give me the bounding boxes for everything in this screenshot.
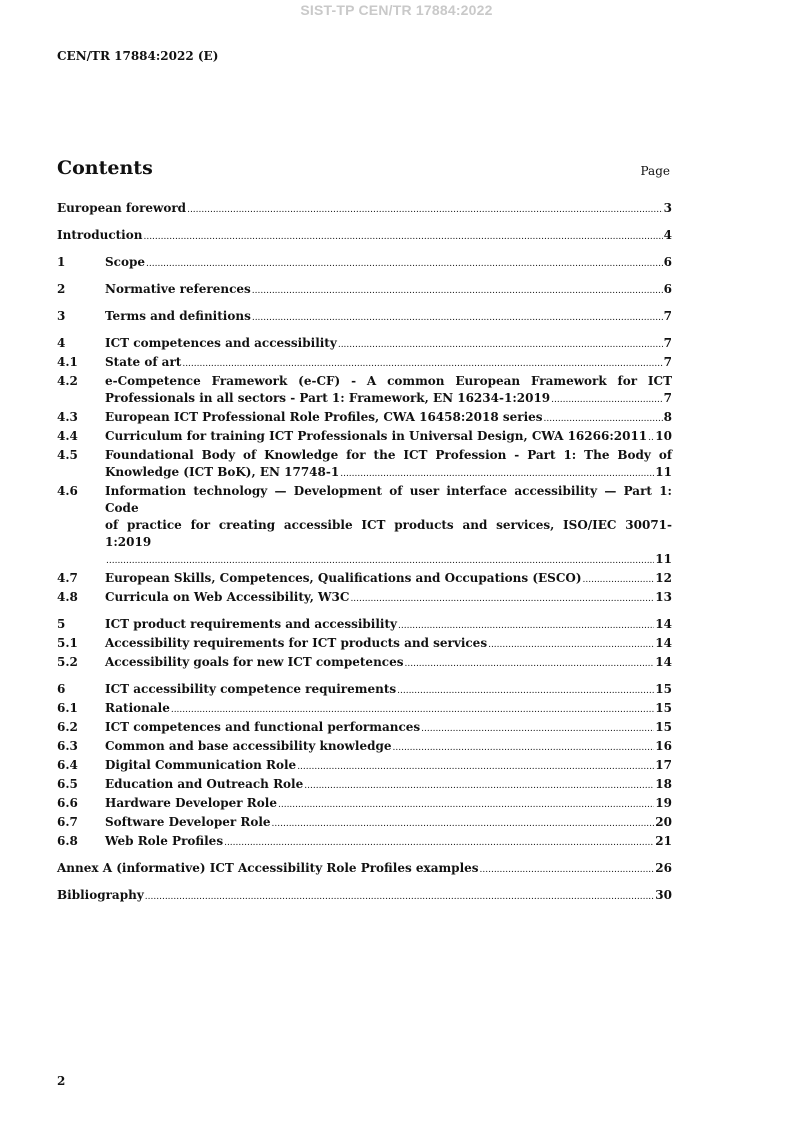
table-of-contents [57,200,672,906]
toc-entry-title: Accessibility requirements for ICT products and services [105,636,488,650]
toc-entry-page: 15 [655,720,672,734]
toc-entry-page: 17 [655,758,672,772]
dot-leader [272,814,655,833]
dot-leader [544,409,663,428]
toc-entry-page: 6 [663,255,672,269]
toc-entry-number: 6.2 [57,720,78,734]
toc-entry-title: Software Developer Role [105,815,271,829]
toc-entry-number: 4.7 [57,571,78,585]
toc-entry-title: European ICT Professional Role Profiles, CWA 16458:2018 series [105,410,543,424]
toc-entry-number: 3 [57,309,66,323]
toc-entry[interactable] [57,738,672,757]
toc-entry-title: Scope [105,255,146,269]
watermark: SIST-TP CEN/TR 17884:2022 [300,2,493,18]
toc-entry-title-line: Foundational Body of Knowledge for the ICT Profession - Part 1: The Body of [105,448,672,462]
toc-entry-title-line: e-Competence Framework (e-CF) - A common European Framework for ICT [105,374,672,388]
toc-entry-title: Curriculum for training ICT Professionals in Universal Design, CWA 16266:2011 [105,429,648,443]
toc-entry[interactable] [57,308,672,327]
dot-leader [480,860,655,879]
toc-entry[interactable] [57,335,672,354]
toc-entry-title: Web Role Profiles [105,834,224,848]
toc-entry-number: 4.6 [57,484,78,498]
toc-entry[interactable] [57,354,672,373]
toc-entry-number: 6.3 [57,739,78,753]
toc-entry-page: 6 [663,282,672,296]
toc-entry[interactable] [57,719,672,738]
toc-entry-number: 6 [57,682,66,696]
toc-entry[interactable] [57,635,672,654]
toc-entry[interactable] [57,227,672,246]
dot-leader [338,335,663,354]
page-column-label: Page [640,164,670,178]
toc-entry-number: 4 [57,336,66,350]
toc-entry[interactable] [57,681,672,700]
dot-leader [398,616,654,635]
toc-entry-page: 15 [655,701,672,715]
toc-entry[interactable] [57,483,672,570]
toc-entry-title: Rationale [105,701,170,715]
dot-leader [182,354,662,373]
toc-entry-page: 16 [655,739,672,753]
toc-entry-page: 3 [663,201,672,215]
dot-leader [252,308,663,327]
toc-entry-page: 21 [655,834,672,848]
toc-entry[interactable] [57,409,672,428]
dot-leader [171,700,654,719]
toc-entry-page: 4 [663,228,672,242]
toc-entry-page: 13 [655,590,672,604]
toc-entry-title: Curricula on Web Accessibility, W3C [105,590,350,604]
toc-entry[interactable] [57,373,672,409]
toc-entry-title: Knowledge (ICT BoK), EN 17748-1 [105,465,340,479]
toc-entry-number: 4.4 [57,429,78,443]
toc-entry[interactable] [57,887,672,906]
toc-entry[interactable] [57,616,672,635]
toc-entry-title: European Skills, Competences, Qualifications and Occupations (ESCO) [105,571,582,585]
toc-entry-title: European foreword [57,201,187,215]
toc-entry-number: 4.3 [57,410,78,424]
document-identifier: CEN/TR 17884:2022 (E) [57,49,219,63]
dot-leader [397,681,654,700]
dot-leader [146,254,663,273]
toc-entry-title: Introduction [57,228,143,242]
dot-leader [350,589,654,608]
toc-entry[interactable] [57,428,672,447]
toc-entry[interactable] [57,447,672,483]
toc-entry[interactable] [57,833,672,852]
toc-entry-page: 30 [655,888,672,902]
toc-entry-page: 15 [655,682,672,696]
toc-entry-title: Annex A (informative) ICT Accessibility Role Profiles examples [57,861,479,875]
dot-leader [304,776,654,795]
toc-entry-title: Professionals in all sectors - Part 1: Framework, EN 16234-1:2019 [105,391,551,405]
toc-entry-number: 1 [57,255,66,269]
toc-entry-title: Normative references [105,282,251,296]
toc-entry-page: 14 [655,655,672,669]
toc-entry-page: 20 [655,815,672,829]
dot-leader [551,390,662,409]
contents-heading: Contents [57,157,153,179]
toc-entry-number: 6.8 [57,834,78,848]
dot-leader [648,428,654,447]
dot-leader [488,635,654,654]
toc-entry-page: 19 [655,796,672,810]
toc-entry[interactable] [57,281,672,300]
toc-entry-title: Education and Outreach Role [105,777,304,791]
toc-entry-title-line: Information technology — Development of user interface accessibility — Part 1: Code [105,484,672,515]
toc-entry-title: ICT competences and functional performances [105,720,421,734]
toc-entry-page: 18 [655,777,672,791]
toc-entry-page: 10 [655,429,672,443]
toc-entry-page: 26 [655,861,672,875]
dot-leader [143,227,662,246]
toc-entry[interactable] [57,700,672,719]
toc-entry[interactable] [57,795,672,814]
toc-entry-title: ICT accessibility competence requirements [105,682,397,696]
toc-entry-page: 12 [655,571,672,585]
toc-entry-number: 6.7 [57,815,78,829]
toc-entry-title: Bibliography [57,888,144,902]
dot-leader [340,464,654,483]
toc-entry[interactable] [57,814,672,833]
dot-leader [297,757,654,776]
toc-entry[interactable] [57,254,672,273]
toc-entry-title: Accessibility goals for new ICT competences [105,655,404,669]
toc-entry-page: 7 [663,309,672,323]
toc-entry-number: 6.4 [57,758,78,772]
toc-entry-title: ICT competences and accessibility [105,336,337,350]
toc-entry-page: 14 [655,617,672,631]
toc-entry-page: 14 [655,636,672,650]
toc-entry-title: Digital Communication Role [105,758,297,772]
toc-entry-number: 4.1 [57,355,78,369]
toc-entry-title-line: of practice for creating accessible ICT products and services, ISO/IEC 30071-1:2019 [105,518,672,549]
toc-entry-page: 11 [655,552,672,566]
page-number: 2 [57,1074,66,1088]
toc-entry[interactable] [57,200,672,219]
toc-entry-number: 6.5 [57,777,78,791]
dot-leader [583,570,655,589]
toc-entry-page: 7 [663,336,672,350]
toc-entry-number: 4.2 [57,374,78,388]
toc-entry-title: Terms and definitions [105,309,251,323]
toc-entry-page: 7 [663,391,672,405]
dot-leader [224,833,654,852]
toc-entry-title: Common and base accessibility knowledge [105,739,392,753]
dot-leader [145,887,655,906]
toc-entry[interactable] [57,654,672,673]
toc-entry-page: 8 [663,410,672,424]
toc-entry[interactable] [57,860,672,879]
toc-entry-title: Hardware Developer Role [105,796,277,810]
toc-entry-number: 5.2 [57,655,78,669]
toc-entry[interactable] [57,570,672,589]
toc-entry[interactable] [57,776,672,795]
toc-entry-title: ICT product requirements and accessibility [105,617,397,631]
dot-leader [187,200,663,219]
toc-entry-number: 6.1 [57,701,78,715]
toc-entry-page: 7 [663,355,672,369]
dot-leader [106,551,654,570]
toc-entry-number: 5 [57,617,66,631]
dot-leader [421,719,654,738]
toc-entry-number: 2 [57,282,66,296]
toc-entry-number: 4.8 [57,590,78,604]
dot-leader [252,281,663,300]
toc-entry-title: State of art [105,355,182,369]
dot-leader [393,738,655,757]
toc-entry-number: 4.5 [57,448,78,462]
toc-entry[interactable] [57,589,672,608]
dot-leader [405,654,655,673]
toc-entry-number: 5.1 [57,636,78,650]
dot-leader [278,795,654,814]
toc-entry-number: 6.6 [57,796,78,810]
toc-entry[interactable] [57,757,672,776]
toc-entry-page: 11 [655,465,672,479]
